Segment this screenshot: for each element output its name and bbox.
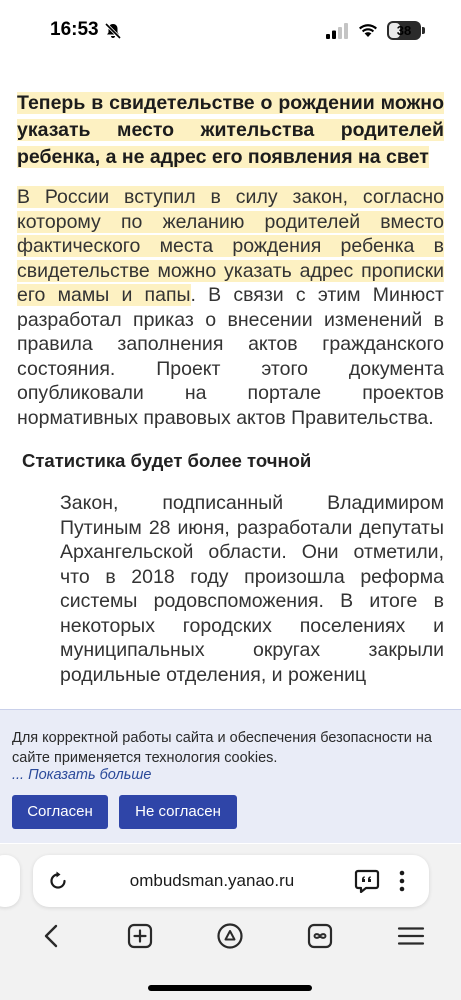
lead-highlight: В России вступил в силу закон, согласно которому по желанию родителей вместо фактического места рождения ребенка в свидетельстве можно указать адрес прописки его мамы и папы xyxy=(17,186,444,306)
show-more-link[interactable]: ... Показать больше xyxy=(12,767,152,783)
back-icon[interactable] xyxy=(37,921,67,951)
bell-muted-icon xyxy=(104,22,122,40)
cookie-notice-text: Для корректной работы сайта и обеспечения безопасности на сайте применяется технология cookies. xyxy=(12,730,432,766)
url-text[interactable]: ombudsman.yanao.ru xyxy=(129,871,295,890)
article xyxy=(17,90,444,687)
more-options-icon[interactable] xyxy=(396,869,408,893)
battery-level-text: 38 xyxy=(396,23,412,38)
status-bar xyxy=(0,0,461,62)
lead-rest: . В связи с этим Минюст разработал приказ о внесении изменений в правила заполнения актов гражданского состояния. Проект этого документа опубликовали на портале проектов нормативных правовых актов Правительства. xyxy=(17,284,444,429)
translate-icon[interactable] xyxy=(354,869,380,893)
article-body-paragraph: Закон, подписанный Владимиром Путиным 28 июня, разработали депутаты Архангельской области. Они отметили, что в 2018 году произошла реформа системы родовспоможения. В итоге в некоторых городских поселениях и муниципальных округах закрыли родильные отделения, и рожениц xyxy=(60,492,444,686)
signal-icon xyxy=(326,23,348,39)
status-time: 16:53 xyxy=(50,19,99,40)
section-subheading: Статистика будет более точной xyxy=(22,450,312,471)
alice-assistant-icon[interactable] xyxy=(215,921,245,951)
battery-icon xyxy=(387,21,421,40)
agree-button[interactable]: Согласен xyxy=(12,795,108,829)
battery-tip xyxy=(422,27,425,34)
reload-icon[interactable] xyxy=(47,870,69,892)
article-lead xyxy=(17,185,444,430)
new-tab-icon[interactable] xyxy=(125,921,155,951)
previous-tab-peek[interactable] xyxy=(0,855,20,907)
menu-icon[interactable] xyxy=(396,921,426,951)
home-indicator[interactable] xyxy=(148,985,312,991)
wifi-icon xyxy=(358,22,378,38)
disagree-button[interactable]: Не согласен xyxy=(119,795,237,829)
article-headline xyxy=(17,90,444,171)
headline-highlight: Теперь в свидетельстве о рождении можно указать место жительства родителей ребенка, а не адрес его появления на свет xyxy=(17,92,444,168)
tabs-icon[interactable] xyxy=(305,921,335,951)
